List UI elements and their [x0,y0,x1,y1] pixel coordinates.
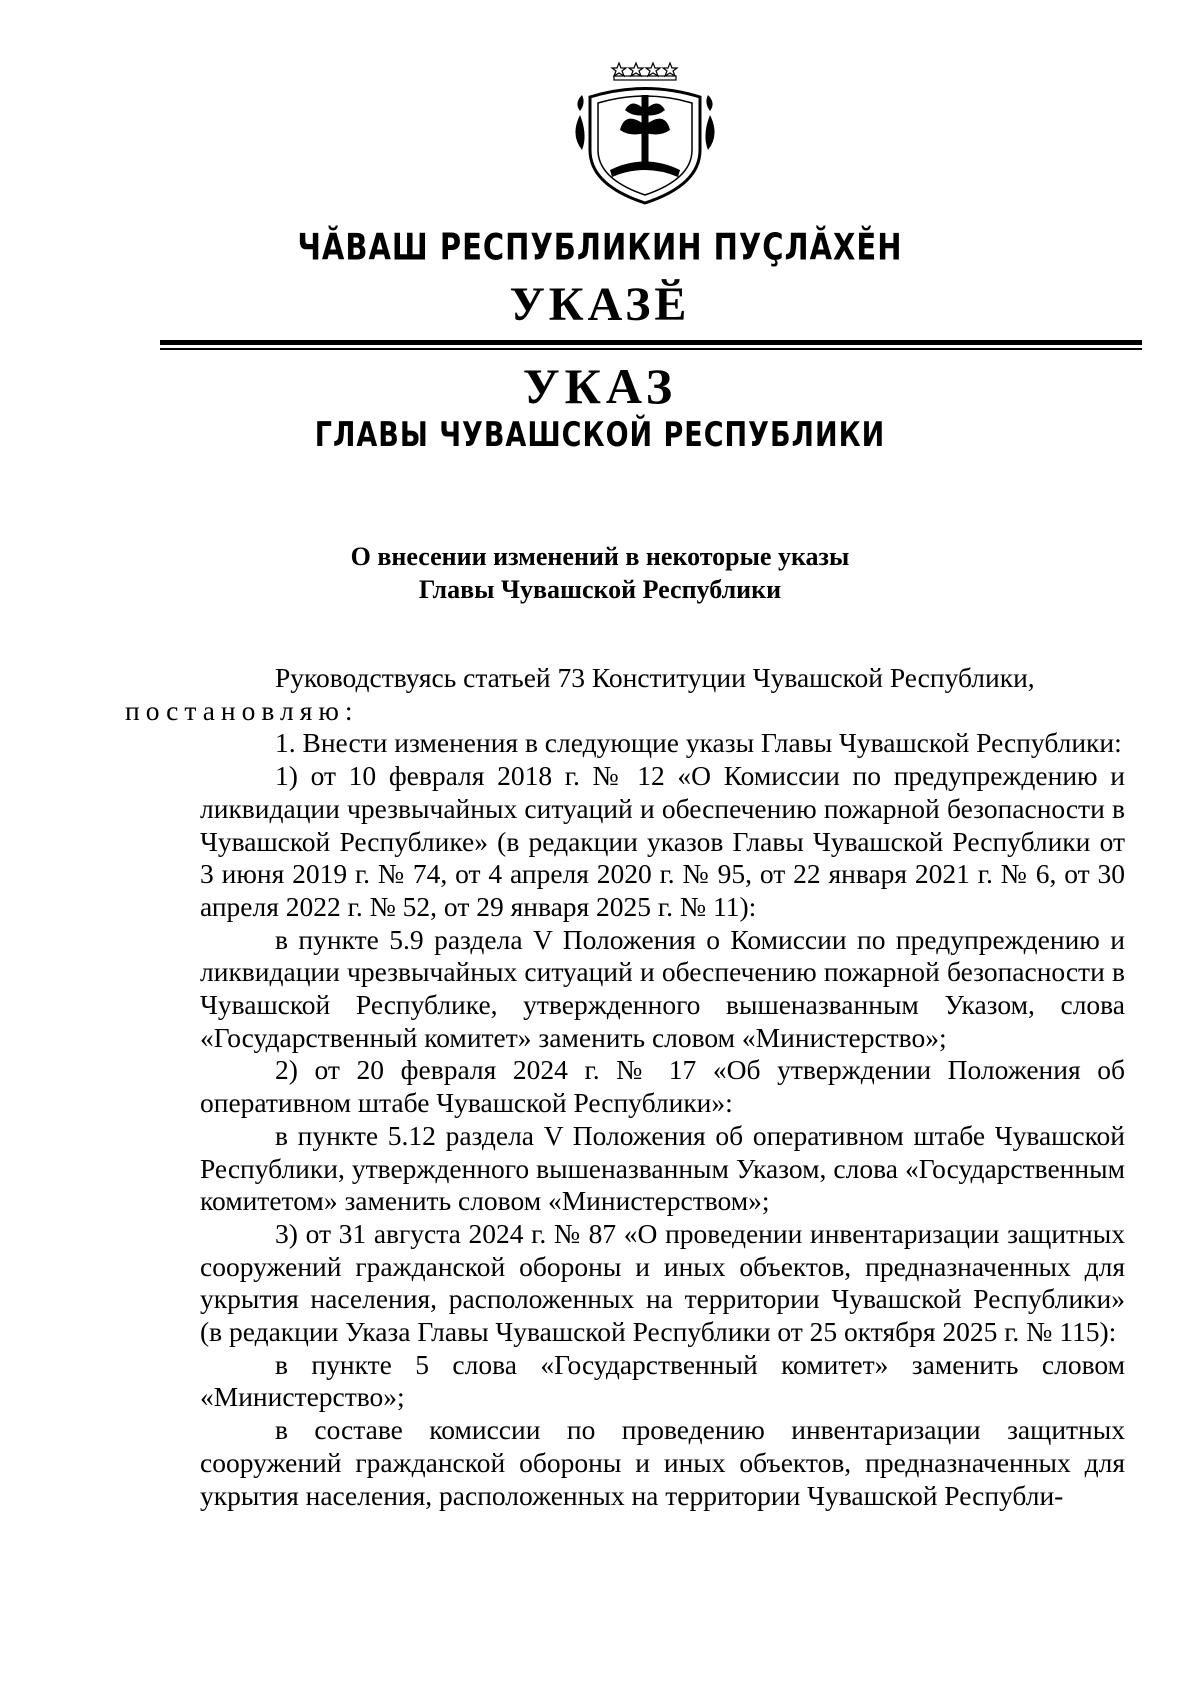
paragraph-8: в составе комиссии по проведению инвентаризации защитных сооружений гражданской обороны и иных объектов, предназначенных для укрытия населения, расположенных на территории Чувашской Республи- [200,1414,1125,1511]
decree-word: постановляю: [125,694,359,726]
header-divider-thick [160,340,1142,345]
header-divider-thin [160,348,1142,350]
document-body [125,662,1125,1512]
paragraph-2: 1) от 10 февраля 2018 г. № 12 «О Комиссии по предупреждению и ликвидации чрезвычайных ситуаций и обеспечению пожарной безопасности в Чувашской Республике» (в редакции указов Главы Чувашской Республики от 3 июня 2019 г. № 74, от 4 апреля 2020 г. № 95, от 22 января 2021 г. № 6, от 30 апреля 2022 г. № 52, от 29 января 2025 г. № 11): [200,760,1125,922]
title-line-1: О внесении изменений в некоторые указы [350,542,850,571]
paragraph-3: в пункте 5.9 раздела V Положения о Комиссии по предупреждению и ликвидации чрезвычайных ситуаций и обеспечению пожарной безопасности в Чувашской Республике, утвержденного вышеназванным Указом, слова «Государственный комитет» заменить словом «Министерство»; [200,923,1125,1053]
preamble-paragraph [125,662,1125,727]
paragraph-6: 3) от 31 августа 2024 г. № 87 «О проведении инвентаризации защитных сооружений гражданской обороны и иных объектов, предназначенных для укрытия населения, расположенных на территории Чувашской Республики» (в редакции Указа Главы Чувашской Республики от 25 октября 2025 г. № 115): [200,1217,1125,1348]
paragraph-7: в пункте 5 слова «Государственный комитет» заменить словом «Министерство»; [200,1348,1125,1413]
paragraph-4: 2) от 20 февраля 2024 г. № 17 «Об утверждении Положения об оперативном штабе Чувашской Республики»: [200,1054,1125,1119]
document-title [0,540,1200,606]
title-line-2: Главы Чувашской Республики [418,575,782,604]
chuvash-header-line: ЧӐВАШ РЕСПУБЛИКИН ПУҪЛӐХӖН [297,225,903,269]
head-of-republic-line: ГЛАВЫ ЧУВАШСКОЙ РЕСПУБЛИКИ [314,416,886,455]
paragraph-5: в пункте 5.12 раздела V Положения об оперативном штабе Чувашской Республики, утвержденного вышеназванным Указом, слова «Государственным комитетом» заменить словом «Министерством»; [200,1119,1125,1217]
coat-of-arms-icon [570,55,720,205]
paragraph-1: 1. Внести изменения в следующие указы Главы Чувашской Республики: [275,727,1122,759]
ukaz-heading: УКАЗ [522,358,678,414]
chuvash-ukaz-heading: УКАЗӖ [509,278,691,331]
preamble-text: Руководствуясь статьей 73 Конституции Чувашской Республики, [275,662,1035,693]
